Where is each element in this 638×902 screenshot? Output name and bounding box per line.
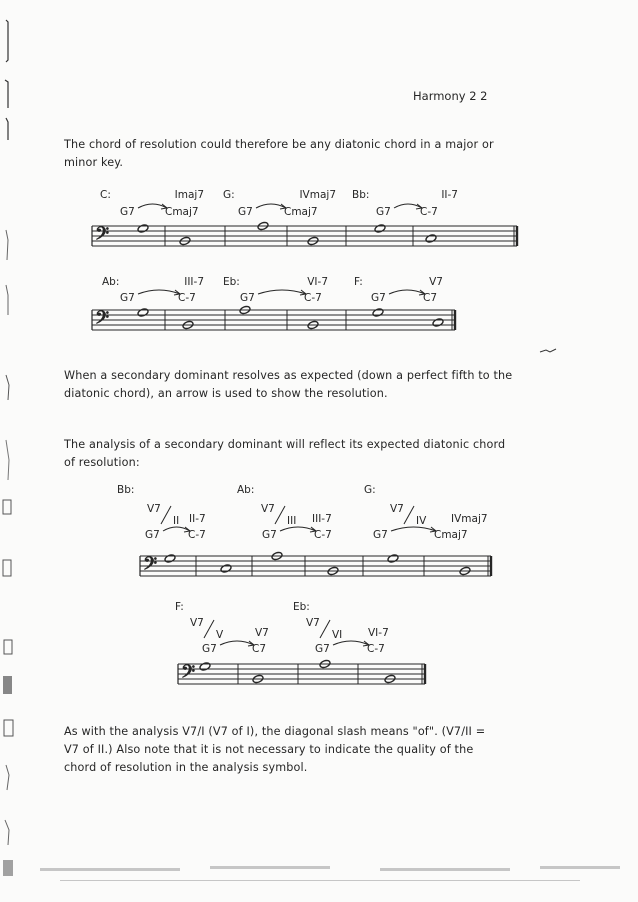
system3-numeral-1: III-7 xyxy=(312,513,332,525)
system2-chord2-1: C-7 xyxy=(304,292,322,304)
system3-chord2-2: Cmaj7 xyxy=(434,529,468,541)
system1-chord1-0: G7 xyxy=(120,206,135,218)
page-header: Harmony 2 2 xyxy=(413,89,488,103)
system4-chord2-0: C7 xyxy=(252,643,267,655)
system3-staff xyxy=(140,553,491,579)
bass-clef-icon: 𝄢 xyxy=(95,307,110,333)
arrow-curve xyxy=(220,641,254,645)
whole-note xyxy=(220,564,232,574)
system3-symbol-bottom-0: II xyxy=(173,515,180,527)
system3-arrow-2 xyxy=(391,527,436,532)
system2-chord2-0: C-7 xyxy=(178,292,196,304)
system4-key-0: F: xyxy=(175,601,184,613)
bass-clef-icon: 𝄢 xyxy=(181,661,196,687)
system4-slash-1 xyxy=(320,620,330,638)
system3-symbol-bottom-2: IV xyxy=(416,515,427,527)
paragraph-2-line-2: diatonic chord), an arrow is used to show the resolution. xyxy=(64,387,388,400)
paragraph-3-line-2: of resolution: xyxy=(64,456,140,469)
system3-chord1-0: G7 xyxy=(145,529,160,541)
system3-symbol-top-0: V7 xyxy=(147,503,161,515)
whole-note xyxy=(425,234,437,244)
system1-staff xyxy=(92,223,517,249)
system3-chord1-1: G7 xyxy=(262,529,277,541)
system2-numeral-1: VI-7 xyxy=(307,276,328,288)
system4-arrow-1 xyxy=(333,641,369,646)
system2-chord1-0: G7 xyxy=(120,292,135,304)
paragraph-4-line-2: V7 of II.) Also note that it is not necessary to indicate the quality of the xyxy=(64,743,474,756)
system4-chord1-1: G7 xyxy=(315,643,330,655)
paragraph-1-line-2: minor key. xyxy=(64,156,124,169)
system4-numeral-0: V7 xyxy=(255,627,269,639)
system1-numeral-1: IVmaj7 xyxy=(299,189,336,201)
system1-chord2-1: Cmaj7 xyxy=(284,206,318,218)
system4-numeral-1: VI-7 xyxy=(368,627,389,639)
paragraph-4-line-3: chord of resolution in the analysis symbol. xyxy=(64,761,308,774)
system1-chord2-2: C-7 xyxy=(420,206,438,218)
arrow-curve xyxy=(391,527,436,531)
bass-clef-icon: 𝄢 xyxy=(143,553,158,579)
whole-note xyxy=(164,554,176,564)
system2-key-1: Eb: xyxy=(223,276,240,288)
system3-numeral-2: IVmaj7 xyxy=(451,513,488,525)
paragraph-4-line-1: As with the analysis V7/I (V7 of I), the diagonal slash means "of". (V7/II = xyxy=(64,725,486,738)
arrow-curve xyxy=(280,527,316,531)
system2-numeral-0: III-7 xyxy=(184,276,204,288)
system4-symbol-top-1: V7 xyxy=(306,617,320,629)
whole-note xyxy=(432,318,444,328)
system3-slash-0 xyxy=(161,506,171,524)
system1-chord1-1: G7 xyxy=(238,206,253,218)
system2-arrow-2 xyxy=(389,290,425,295)
system3-numeral-0: II-7 xyxy=(189,513,206,525)
system1-chord2-0: Cmaj7 xyxy=(165,206,199,218)
system4-arrow-0 xyxy=(220,641,254,646)
arrow-curve xyxy=(258,290,306,294)
system3-key-2: G: xyxy=(364,484,376,496)
system2-chord2-2: C7 xyxy=(423,292,438,304)
system3-slash-1 xyxy=(275,506,285,524)
system3-key-0: Bb: xyxy=(117,484,135,496)
system1-numeral-2: II-7 xyxy=(441,189,458,201)
system2-key-2: F: xyxy=(354,276,363,288)
system1-arrow-2 xyxy=(394,204,422,209)
system1-chord1-2: G7 xyxy=(376,206,391,218)
system2-chord1-2: G7 xyxy=(371,292,386,304)
system1-key-2: Bb: xyxy=(352,189,370,201)
arrow-curve xyxy=(389,290,425,294)
paragraph-1-line-1: The chord of resolution could therefore be any diatonic chord in a major or xyxy=(64,138,494,151)
system3-slash-2 xyxy=(404,506,414,524)
whole-note xyxy=(137,224,149,234)
bass-clef-icon: 𝄢 xyxy=(95,223,110,249)
system2-arrow-0 xyxy=(138,290,180,295)
system4-symbol-bottom-0: V xyxy=(216,629,224,641)
system2-key-0: Ab: xyxy=(102,276,120,288)
system1-key-0: C: xyxy=(100,189,111,201)
system1-key-1: G: xyxy=(223,189,235,201)
whole-note xyxy=(387,554,399,564)
whole-note xyxy=(374,224,386,234)
system3-chord2-1: C-7 xyxy=(314,529,332,541)
arrow-curve xyxy=(138,290,180,294)
system1-arrow-1 xyxy=(256,204,286,209)
system4-key-1: Eb: xyxy=(293,601,310,613)
system3-chord1-2: G7 xyxy=(373,529,388,541)
system2-chord1-1: G7 xyxy=(240,292,255,304)
whole-note xyxy=(372,308,384,318)
system2-arrow-1 xyxy=(258,290,306,295)
system3-arrow-0 xyxy=(163,527,190,532)
system2-numeral-2: V7 xyxy=(429,276,443,288)
system1-arrow-0 xyxy=(138,204,167,209)
system3-symbol-bottom-1: III xyxy=(287,515,297,527)
whole-note xyxy=(137,308,149,318)
system4-symbol-top-0: V7 xyxy=(190,617,204,629)
arrow-curve xyxy=(333,641,369,645)
whole-note xyxy=(199,662,211,672)
system2-staff xyxy=(92,307,455,333)
system4-chord1-0: G7 xyxy=(202,643,217,655)
system3-symbol-top-1: V7 xyxy=(261,503,275,515)
paragraph-2-line-1: When a secondary dominant resolves as expected (down a perfect fifth to the xyxy=(64,369,513,382)
system4-symbol-bottom-1: VI xyxy=(332,629,343,641)
system1-numeral-0: Imaj7 xyxy=(174,189,204,201)
paragraph-3-line-1: The analysis of a secondary dominant will reflect its expected diatonic chord xyxy=(64,438,506,451)
system4-slash-0 xyxy=(204,620,214,638)
system3-symbol-top-2: V7 xyxy=(390,503,404,515)
system4-chord2-1: C-7 xyxy=(367,643,385,655)
system3-key-1: Ab: xyxy=(237,484,255,496)
system3-chord2-0: C-7 xyxy=(188,529,206,541)
system3-arrow-1 xyxy=(280,527,316,532)
